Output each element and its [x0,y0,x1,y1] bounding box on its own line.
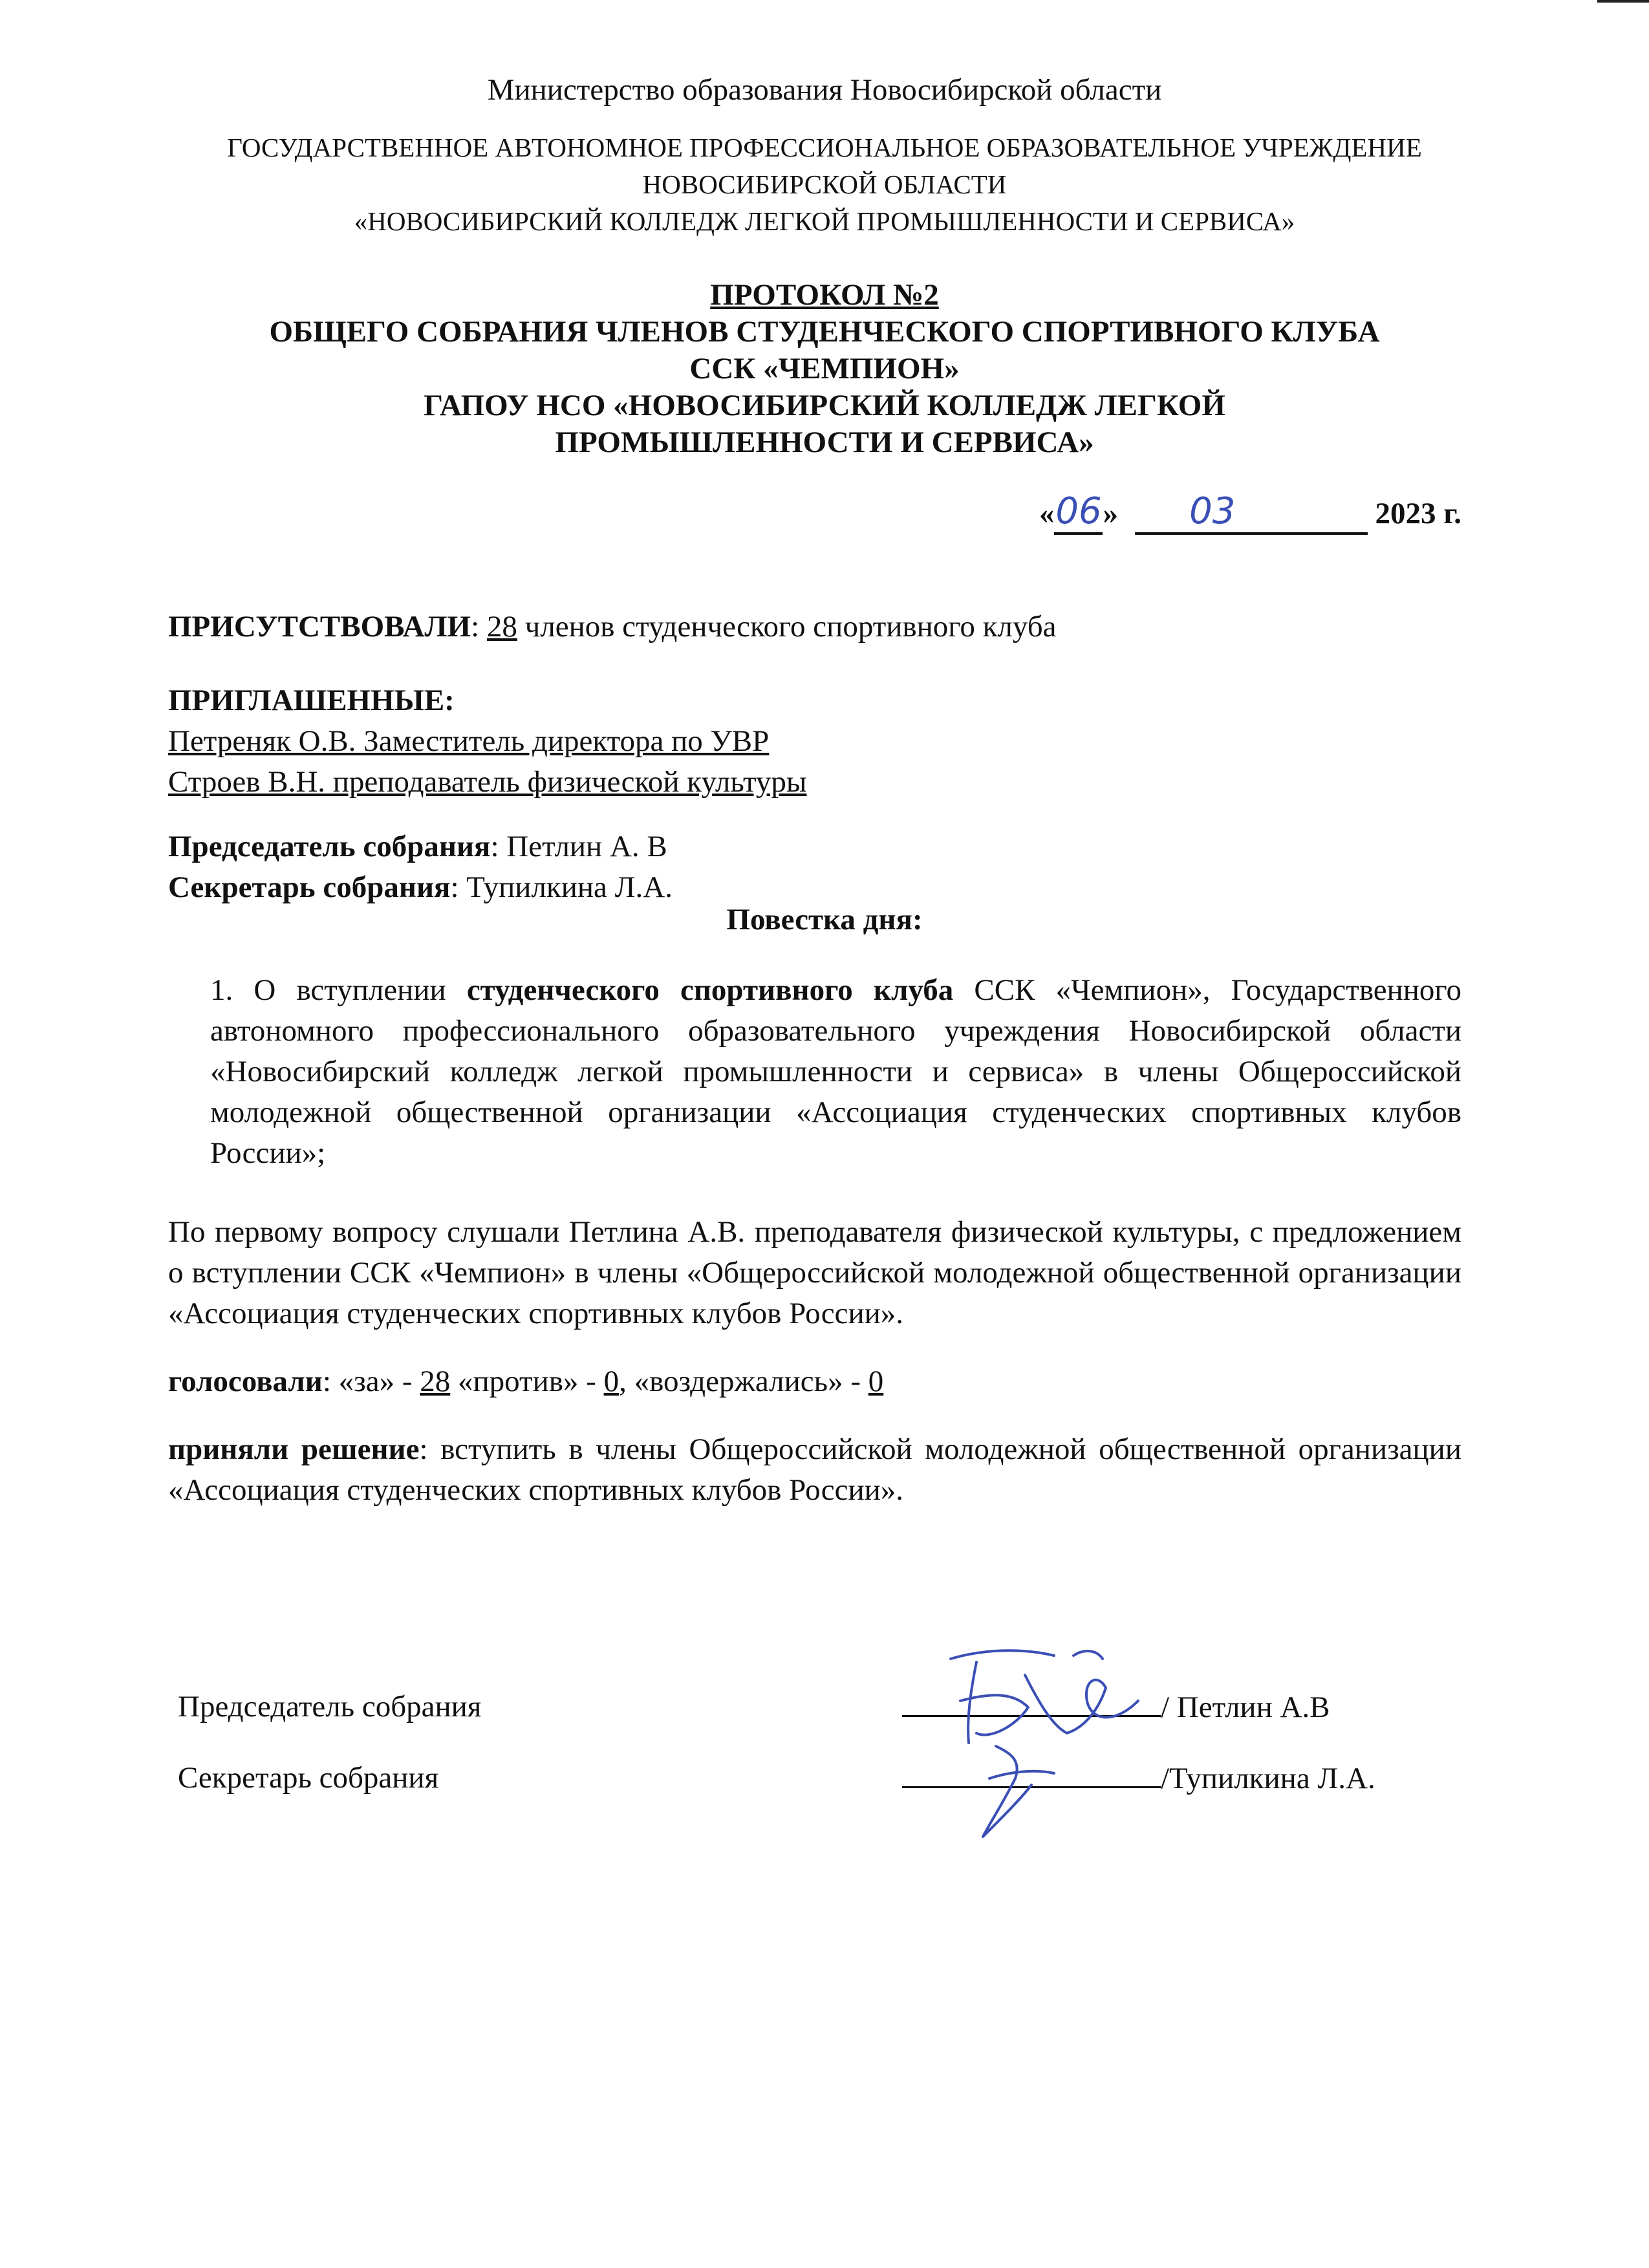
chair-separator: : [490,830,499,863]
attendance-count: 28 [486,610,517,643]
decision-label: приняли решение [168,1432,420,1466]
organization-name [0,129,1649,240]
title-line-4: ГАПОУ НСО «НОВОСИБИРСКИЙ КОЛЛЕДЖ ЛЕГКОЙ [424,389,1225,422]
chair-signature-label: Председатель собрания [178,1690,482,1723]
vote-abstain-text: , «воздержались» - [619,1365,861,1398]
date-year: 2023 г. [1375,497,1461,530]
signature-stroke-1 [951,1650,1054,1659]
attendance-label: ПРИСУТСТВОВАЛИ [168,610,471,643]
chair-label: Председатель собрания [168,830,491,863]
secretary-signature-label: Секретарь собрания [178,1761,439,1795]
secretary-name: Тупилкина Л.А. [466,870,673,904]
vote-against-count: 0 [603,1365,620,1398]
agenda-title: Повестка дня: [726,903,923,936]
date-month-field [1135,490,1368,535]
org-line-3: «НОВОСИБИРСКИЙ КОЛЛЕДЖ ЛЕГКОЙ ПРОМЫШЛЕННОСТИ И СЕРВИСА» [354,206,1295,236]
decision-text: : вступить в члены Общероссийской молодежной общественной организации «Ассоциация студенческих спортивных клубов России». [168,1432,1461,1507]
invited-label: ПРИГЛАШЕННЫЕ: [168,684,455,717]
secretary-separator: : [450,870,459,904]
ministry-name: Министерство образования Новосибирской области [487,73,1162,107]
agenda-item-1 [210,970,1461,1174]
officers-block [168,826,1461,908]
signature-stroke-2 [968,1662,976,1743]
date-close-quote: » [1103,497,1118,530]
title-line-2: ОБЩЕГО СОБРАНИЯ ЧЛЕНОВ СТУДЕНЧЕСКОГО СПОРТИВНОГО КЛУБА [269,315,1380,349]
signature-stroke-5 [1073,1651,1103,1659]
date-day: 06 [1055,490,1102,532]
secretary-label: Секретарь собрания [168,870,451,904]
scan-corner-mark [1597,0,1649,21]
decision-paragraph [168,1429,1461,1511]
secretary-signature-name: /Тупилкина Л.А. [1161,1762,1375,1795]
invited-person-2: Строев В.Н. преподаватель физической культуры [168,765,807,799]
org-line-1: ГОСУДАРСТВЕННОЕ АВТОНОМНОЕ ПРОФЕССИОНАЛЬНОЕ ОБРАЗОВАТЕЛЬНОЕ УЧРЕЖДЕНИЕ [227,133,1422,162]
attendance-line [168,607,1461,647]
agenda-item-rest: ССК «Чемпион», Государственного автономного профессионального образовательного учреждения Новосибирской области «Новосибирский колледж легкой промышленности и сервиса» в члены Общероссийской молодежной общественной организации «Ассоциация студенческих спортивных клубов России»; [210,973,1462,1170]
vote-against-text: «против» - [458,1365,596,1398]
vote-label: голосовали [168,1365,323,1398]
vote-line [168,1361,1461,1402]
title-line-3: ССК «ЧЕМПИОН» [689,352,960,385]
agenda-item-prefix: 1. О вступлении [210,973,446,1007]
attendance-separator: : [471,610,480,643]
protocol-number: ПРОТОКОЛ №2 [710,278,939,312]
attendance-text: членов студенческого спортивного клуба [524,610,1057,643]
agenda-item-bold: студенческого спортивного клуба [466,973,954,1007]
title-line-5: ПРОМЫШЛЕННОСТИ И СЕРВИСА» [555,426,1094,459]
vote-for-text: : «за» - [322,1365,413,1398]
invited-block [168,680,1461,803]
date-month: 03 [1189,490,1236,532]
org-line-2: НОВОСИБИРСКОЙ ОБЛАСТИ [642,169,1007,199]
chair-line [168,826,1461,867]
handwritten-signature [892,1630,1164,1843]
vote-for-count: 28 [420,1365,451,1398]
vote-abstain-count: 0 [868,1365,884,1398]
chair-name: Петлин А. В [506,830,667,863]
hearing-paragraph: По первому вопросу слушали Петлина А.В. преподавателя физической культуры, с предложением о вступлении ССК «Чемпион» в члены «Общероссийской молодежной общественной организации «Ассоциация студенческих спортивных клубов России». [168,1215,1461,1330]
document-title [0,277,1649,461]
chair-signature-name: / Петлин А.В [1161,1690,1330,1724]
signature-stroke-6 [983,1746,1031,1837]
signature-stroke-4 [1025,1675,1138,1733]
invited-person-1: Петреняк О.В. Заместитель директора по УВР [168,724,770,758]
document-date [1039,490,1461,535]
signature-stroke-7 [989,1771,1054,1778]
date-day-field [1054,490,1103,535]
date-open-quote: « [1039,497,1055,530]
